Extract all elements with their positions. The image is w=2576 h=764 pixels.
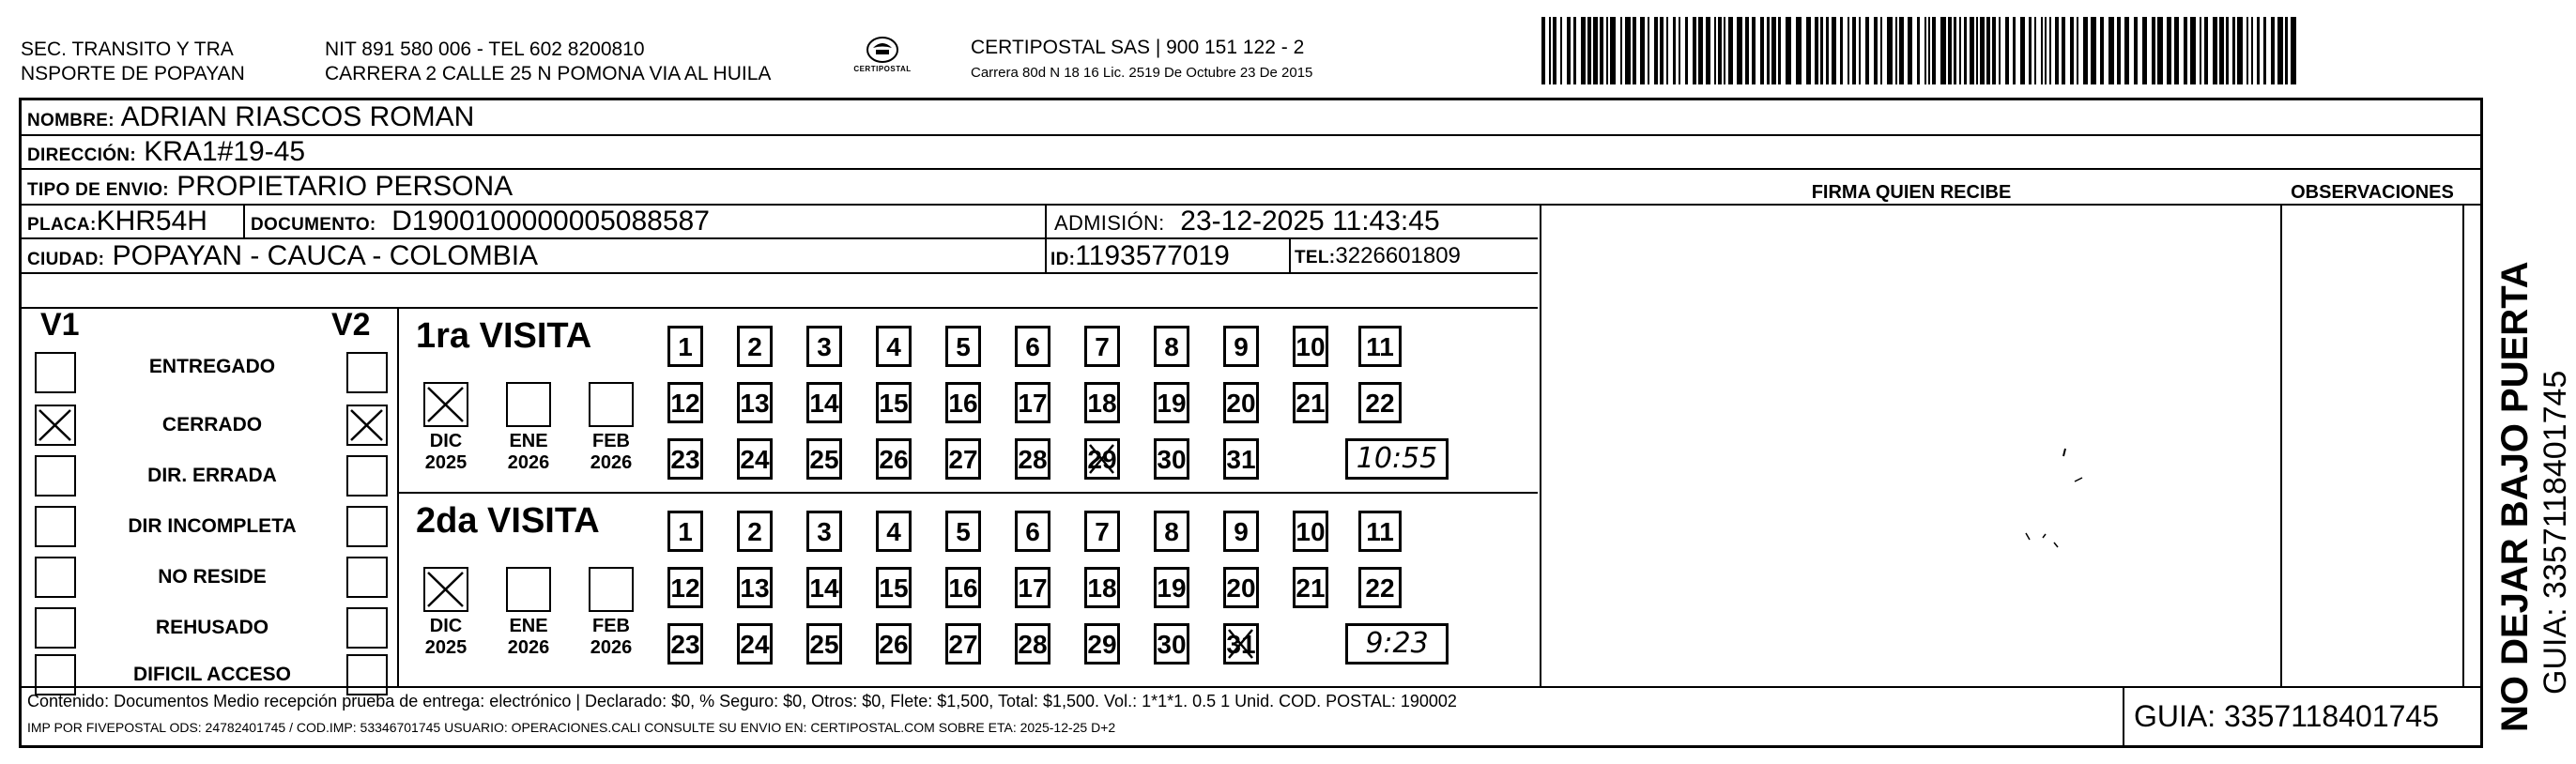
contenido-text: Contenido: Documentos Medio recepción prueba de entrega: electrónico | Declarado: $0, % Seguro: $0, Otros: $0, Flete: $1,500, Total: $1,500. Vol.: 1*1*1. 0.5 1 Unid. COD. POSTAL: 190002	[27, 692, 1457, 711]
month-year: 2026	[507, 637, 550, 658]
day-box[interactable]: 6	[1015, 511, 1050, 552]
day-box[interactable]: 16	[945, 382, 981, 423]
day-box[interactable]: 21	[1293, 382, 1328, 423]
signature-marks	[1540, 237, 2280, 686]
v1-checkbox[interactable]	[35, 557, 76, 598]
day-box[interactable]: 6	[1015, 326, 1050, 367]
day-box[interactable]: 20	[1223, 382, 1259, 423]
status-label: ENTREGADO	[148, 356, 276, 377]
status-checklist	[22, 307, 397, 686]
v1-checkbox[interactable]	[35, 607, 76, 649]
ciudad-cell	[27, 239, 538, 277]
sender-org	[21, 38, 245, 86]
divider	[2123, 686, 2124, 748]
placa-label: PLACA:	[27, 215, 97, 235]
check-mark-icon	[425, 384, 467, 425]
day-box[interactable]: 12	[667, 567, 703, 608]
day-box[interactable]: 18	[1084, 567, 1120, 608]
direccion-label: DIRECCIÓN:	[27, 145, 136, 165]
day-box[interactable]: 15	[876, 382, 912, 423]
carrier-line2: Carrera 80d N 18 16 Lic. 2519 De Octubre 23 De 2015	[971, 65, 1313, 81]
carrier-line1: CERTIPOSTAL SAS | 900 151 122 - 2	[971, 37, 1305, 58]
month-year: 2025	[424, 452, 468, 473]
tipo-value: PROPIETARIO PERSONA	[176, 171, 514, 202]
day-box[interactable]: 31	[1223, 623, 1259, 665]
month-checkbox[interactable]	[423, 382, 468, 427]
observaciones-header: OBSERVACIONES	[2291, 182, 2454, 203]
documento-label: DOCUMENTO:	[251, 215, 376, 235]
day-box[interactable]: 8	[1154, 511, 1189, 552]
v2-checkbox[interactable]	[346, 506, 388, 547]
admision-value: 23-12-2025 11:43:45	[1180, 206, 1440, 237]
barcode	[1541, 17, 2300, 84]
day-box[interactable]: 22	[1358, 567, 1402, 608]
certipostal-logo-icon	[845, 34, 920, 81]
month-checkbox[interactable]	[423, 567, 468, 612]
observaciones-area[interactable]	[2282, 237, 2462, 686]
handwritten-time: 9:23	[1345, 623, 1449, 665]
tel-cell	[1295, 239, 1461, 275]
status-label: CERRADO	[161, 414, 263, 435]
v2-checkbox[interactable]	[346, 405, 388, 446]
direccion-row	[27, 135, 305, 173]
tel-label: TEL:	[1295, 248, 1336, 267]
documento-cell	[251, 205, 710, 242]
month-name: FEB	[592, 616, 630, 636]
day-box[interactable]: 3	[806, 326, 842, 367]
delivery-form	[19, 98, 2483, 748]
day-box[interactable]: 2	[737, 511, 773, 552]
divider	[2462, 204, 2464, 686]
day-box[interactable]: 31	[1223, 438, 1259, 480]
ciudad-label: CIUDAD:	[27, 250, 105, 269]
month-name: FEB	[592, 431, 630, 451]
month-label	[413, 616, 479, 659]
tipo-label: TIPO DE ENVIO:	[27, 180, 169, 200]
divider	[1289, 237, 1291, 272]
day-box[interactable]: 5	[945, 511, 981, 552]
status-label: DIR INCOMPLETA	[128, 515, 297, 537]
month-year: 2026	[507, 452, 550, 473]
day-box[interactable]: 24	[737, 623, 773, 665]
v1-checkbox[interactable]	[35, 654, 76, 695]
visit-2-section	[399, 494, 1540, 686]
day-box[interactable]: 26	[876, 623, 912, 665]
id-value: 1193577019	[1075, 240, 1230, 271]
v2-checkbox[interactable]	[346, 455, 388, 497]
admision-cell	[1054, 205, 1440, 240]
day-box[interactable]: 29	[1084, 438, 1120, 480]
day-box[interactable]: 7	[1084, 511, 1120, 552]
logo-text: CERTIPOSTAL	[853, 65, 912, 73]
v2-header: V2	[331, 307, 371, 343]
day-box[interactable]: 17	[1015, 382, 1050, 423]
month-checkbox[interactable]	[589, 567, 634, 612]
day-box[interactable]: 20	[1223, 567, 1259, 608]
admision-label: ADMISIÓN:	[1054, 211, 1165, 235]
day-box[interactable]: 14	[806, 382, 842, 423]
day-box[interactable]: 9	[1223, 511, 1259, 552]
ciudad-value: POPAYAN - CAUCA - COLOMBIA	[112, 240, 539, 271]
day-box[interactable]: 22	[1358, 382, 1402, 423]
divider	[22, 686, 2480, 688]
day-box[interactable]: 26	[876, 438, 912, 480]
month-label	[496, 616, 561, 659]
day-box[interactable]: 29	[1084, 623, 1120, 665]
month-checkbox[interactable]	[589, 382, 634, 427]
day-box[interactable]: 1	[667, 326, 703, 367]
month-label	[578, 616, 644, 659]
documento-value: D1900100000005088587	[391, 206, 710, 237]
status-label: REHUSADO	[155, 617, 269, 638]
day-box[interactable]: 13	[737, 382, 773, 423]
check-mark-icon	[1226, 626, 1256, 662]
day-box[interactable]: 4	[876, 326, 912, 367]
side-warning	[2492, 261, 2573, 732]
month-year: 2025	[424, 637, 468, 658]
day-box[interactable]: 18	[1084, 382, 1120, 423]
day-box[interactable]: 25	[806, 623, 842, 665]
direccion-value: KRA1#19-45	[144, 136, 306, 167]
check-mark-icon	[348, 406, 386, 444]
visit-1-section	[399, 309, 1540, 492]
sender-org-line2: NSPORTE DE POPAYAN	[21, 63, 245, 84]
day-box[interactable]: 27	[945, 438, 981, 480]
day-box[interactable]: 23	[667, 623, 703, 665]
visit-title: 2da VISITA	[416, 501, 600, 541]
month-checkbox[interactable]	[506, 382, 551, 427]
day-box[interactable]: 11	[1358, 326, 1402, 367]
sender-contact	[325, 38, 771, 86]
day-box[interactable]: 12	[667, 382, 703, 423]
v1-checkbox[interactable]	[35, 455, 76, 497]
side-guia-text: GUIA: 3357118401745	[2538, 370, 2573, 695]
day-box[interactable]: 19	[1154, 382, 1189, 423]
placa-value: KHR54H	[96, 206, 207, 237]
day-box[interactable]: 14	[806, 567, 842, 608]
day-box[interactable]: 21	[1293, 567, 1328, 608]
v1-checkbox[interactable]	[35, 506, 76, 547]
v2-checkbox[interactable]	[346, 557, 388, 598]
tel-value: 3226601809	[1335, 243, 1461, 268]
day-box[interactable]: 28	[1015, 438, 1050, 480]
month-name: DIC	[429, 431, 463, 451]
day-box[interactable]: 28	[1015, 623, 1050, 665]
no-dejar-text: NO DEJAR BAJO PUERTA	[2494, 261, 2536, 732]
divider	[243, 204, 245, 237]
firma-header: FIRMA QUIEN RECIBE	[1811, 182, 2012, 203]
day-box[interactable]: 15	[876, 567, 912, 608]
v1-header: V1	[40, 307, 80, 343]
month-label	[496, 431, 561, 474]
imp-text: IMP POR FIVEPOSTAL ODS: 24782401745 / COD.IMP: 53346701745 USUARIO: OPERACIONES.CALI CONSULTE SU ENVIO EN: CERTIPOSTAL.COM SOBRE ETA: 2025-12-25 D+2	[27, 720, 1116, 735]
day-box[interactable]: 1	[667, 511, 703, 552]
day-box[interactable]: 5	[945, 326, 981, 367]
day-box[interactable]: 9	[1223, 326, 1259, 367]
month-name: DIC	[429, 616, 463, 636]
check-mark-icon	[425, 569, 467, 610]
day-box[interactable]: 16	[945, 567, 981, 608]
day-box[interactable]: 3	[806, 511, 842, 552]
day-box[interactable]: 11	[1358, 511, 1402, 552]
day-box[interactable]: 7	[1084, 326, 1120, 367]
address-line: CARRERA 2 CALLE 25 N POMONA VIA AL HUILA	[325, 63, 772, 84]
day-box[interactable]: 8	[1154, 326, 1189, 367]
day-box[interactable]: 30	[1154, 438, 1189, 480]
carrier-info	[971, 36, 1312, 83]
day-box[interactable]: 10	[1293, 511, 1328, 552]
sender-org-line1: SEC. TRANSITO Y TRA	[21, 38, 234, 60]
day-box[interactable]: 2	[737, 326, 773, 367]
month-year: 2026	[590, 637, 633, 658]
nombre-value: ADRIAN RIASCOS ROMAN	[120, 101, 475, 132]
nit-line: NIT 891 580 006 - TEL 602 8200810	[325, 38, 645, 60]
check-mark-icon	[1087, 441, 1117, 477]
v2-checkbox[interactable]	[346, 607, 388, 649]
month-name: ENE	[509, 431, 548, 451]
day-box[interactable]: 23	[667, 438, 703, 480]
status-label: NO RESIDE	[158, 566, 267, 588]
v2-checkbox[interactable]	[346, 654, 388, 695]
id-label: ID:	[1050, 250, 1076, 269]
month-checkbox[interactable]	[506, 567, 551, 612]
divider	[1045, 204, 1047, 272]
nombre-row	[27, 100, 474, 138]
id-cell	[1050, 239, 1230, 277]
v1-checkbox[interactable]	[35, 352, 76, 393]
day-box[interactable]: 17	[1015, 567, 1050, 608]
day-box[interactable]: 10	[1293, 326, 1328, 367]
day-box[interactable]: 27	[945, 623, 981, 665]
month-label	[413, 431, 479, 474]
guia-box: GUIA: 3357118401745	[2134, 699, 2439, 733]
month-name: ENE	[509, 616, 548, 636]
day-box[interactable]: 24	[737, 438, 773, 480]
placa-cell	[27, 205, 207, 242]
handwritten-time: 10:55	[1345, 438, 1449, 480]
tipo-row	[27, 170, 513, 207]
day-box[interactable]: 13	[737, 567, 773, 608]
day-box[interactable]: 25	[806, 438, 842, 480]
v1-checkbox[interactable]	[35, 405, 76, 446]
status-label: DIFICIL ACCESO	[132, 664, 291, 685]
certipostal-logo	[845, 34, 920, 81]
day-box[interactable]: 19	[1154, 567, 1189, 608]
v2-checkbox[interactable]	[346, 352, 388, 393]
visit-title: 1ra VISITA	[416, 316, 592, 356]
signature-area[interactable]	[1540, 237, 2280, 686]
check-mark-icon	[37, 406, 74, 444]
day-box[interactable]: 4	[876, 511, 912, 552]
month-year: 2026	[590, 452, 633, 473]
day-box[interactable]: 30	[1154, 623, 1189, 665]
month-label	[578, 431, 644, 474]
status-label: DIR. ERRADA	[147, 465, 277, 486]
nombre-label: NOMBRE:	[27, 111, 115, 130]
